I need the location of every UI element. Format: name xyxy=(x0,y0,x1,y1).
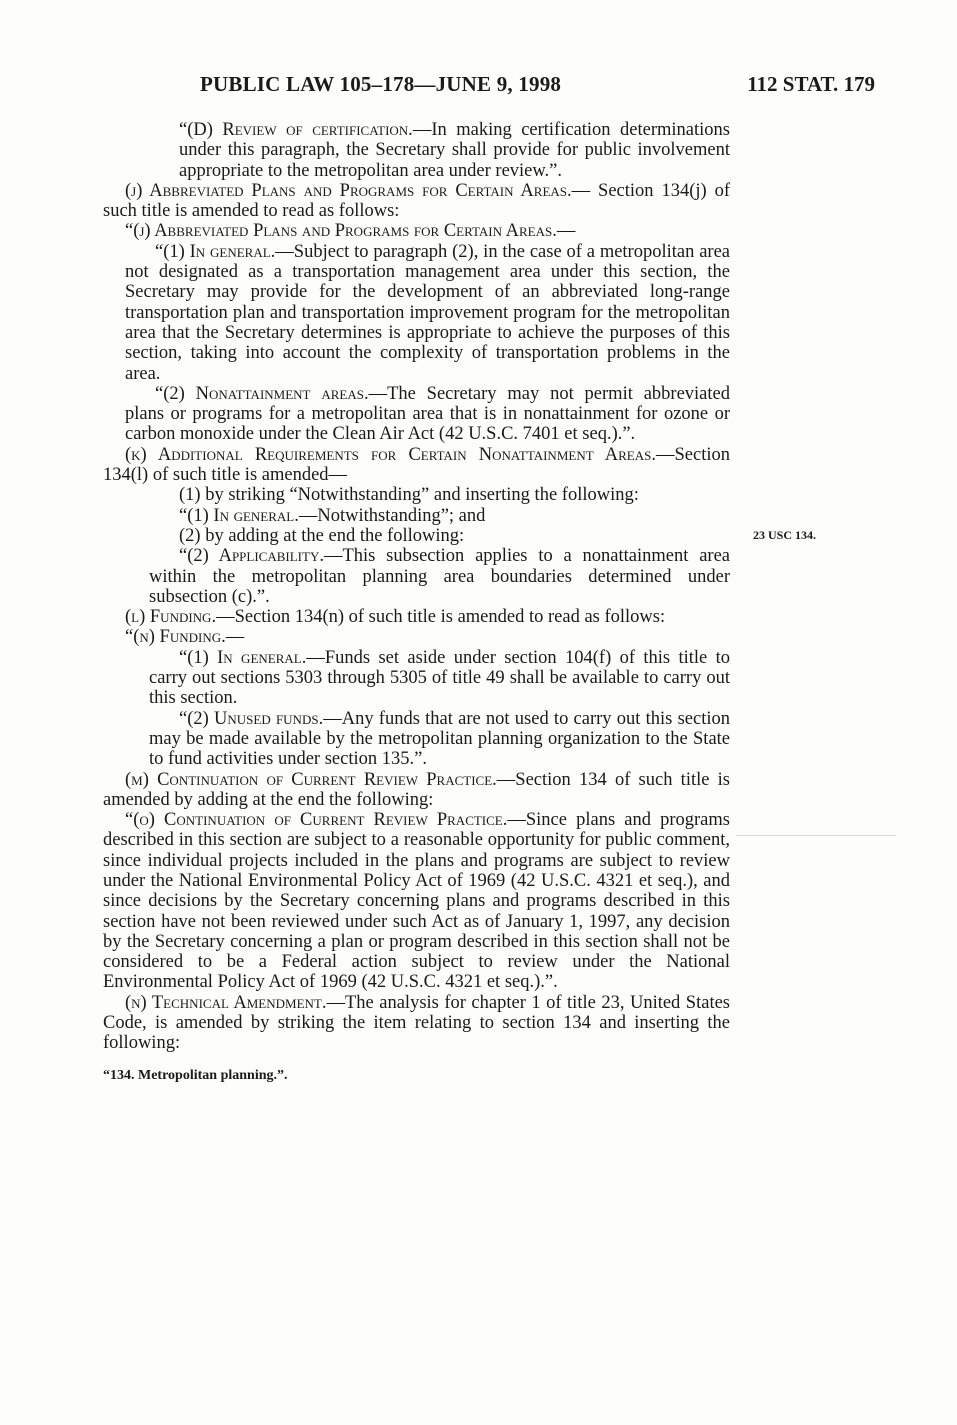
subsection-n-paragraph-1: “(1) In general.—Funds set aside under section 104(f) of this title to carry out sections 5303 through 5305 of title 49 shall be available to carry out this section. xyxy=(149,647,731,709)
subsection-j-quoted-heading: “(j) Abbreviated Plans and Programs for Certain Areas.— xyxy=(125,221,576,242)
subsection-k-item-1: (1) by striking “Notwithstanding” and inserting the following: xyxy=(179,485,639,506)
paragraph-d-review: “(D) Review of certification.—In making certification determinations under this paragraph, the Secretary shall provide for public involvement appropriate to the metropolitan area under review.”. xyxy=(179,120,730,181)
subsection-n-technical-amendment: (n) Technical Amendment.—The analysis for chapter 1 of title 23, United States Code, is amended by striking the item relating to section 134 and inserting the following: xyxy=(103,992,731,1054)
subsection-l: (l) Funding.—Section 134(n) of such title is amended to read as follows: xyxy=(125,607,666,628)
subsection-n-paragraph-2: “(2) Unused funds.—Any funds that are not used to carry out this section may be made available by the metropolitan planning organization to the State to fund activities under section 135.”. xyxy=(149,708,731,770)
subsection-j-paragraph-2: “(2) Nonattainment areas.—The Secretary may not permit abbreviated plans or programs for a metropolitan area that is in nonattainment for ozone or carbon monoxide under the Clean Air Act (42 U.S.C. 7401 et seq.).”. xyxy=(125,383,730,445)
scan-mark xyxy=(736,835,896,836)
statute-body xyxy=(103,120,730,1086)
page-header xyxy=(200,72,875,104)
subsection-k-item-2: (2) by adding at the end the following: xyxy=(179,525,465,546)
subsection-j: (j) Abbreviated Plans and Programs for Certain Areas.— Section 134(j) of such title is amended to read as follows: xyxy=(103,180,730,222)
subsection-k-item-2-quote: “(2) Applicability.—This subsection applies to a nonattainment area within the metropolitan planning area boundaries determined under subsection (c).”. xyxy=(149,546,731,607)
margin-citation-note: 23 USC 134. xyxy=(753,528,817,542)
subsection-j-paragraph-1: “(1) In general.—Subject to paragraph (2), in the case of a metropolitan area not designated as a transportation management area under this section, the Secretary may provide for the development of an abbreviated long-range transportation plan and transportation improvement program for the metropolitan area that the Secretary determines is appropriate to achieve the purposes of this section, taking into account the complexity of transportation problems in the area. xyxy=(125,241,730,384)
inserted-table-item: “134. Metropolitan planning.”. xyxy=(103,1067,288,1083)
subsection-k-item-1-quote: “(1) In general.—Notwithstanding”; and xyxy=(179,505,486,526)
subsection-n-quoted-heading: “(n) Funding.— xyxy=(125,627,245,648)
subsection-o-quoted: “(o) Continuation of Current Review Practice.—Since plans and programs described in this section are subject to a reasonable opportunity for public comment, since individual projects included in the plans and programs are subject to review under the National Environmental Policy Act of 1969 (42 U.S.C. 4321 et seq.), and since decisions by the Secretary concerning plans and programs described in this section have not been reviewed under such Act as of January 1, 1997, any decision by the Secretary concerning a plan or program described in this section shall not be considered to be a Federal action subject to review under the National Environmental Policy Act of 1969 (42 U.S.C. 4321 et seq.).”. xyxy=(103,810,730,993)
subsection-k: (k) Additional Requirements for Certain Nonattainment Areas.—Section 134(l) of such title is amended— xyxy=(103,444,730,486)
running-head: PUBLIC LAW 105–178—JUNE 9, 1998 xyxy=(200,72,562,96)
statute-page-reference: 112 STAT. 179 xyxy=(747,72,875,96)
subsection-m: (m) Continuation of Current Review Practice.—Section 134 of such title is amended by adding at the end the following: xyxy=(103,769,730,810)
